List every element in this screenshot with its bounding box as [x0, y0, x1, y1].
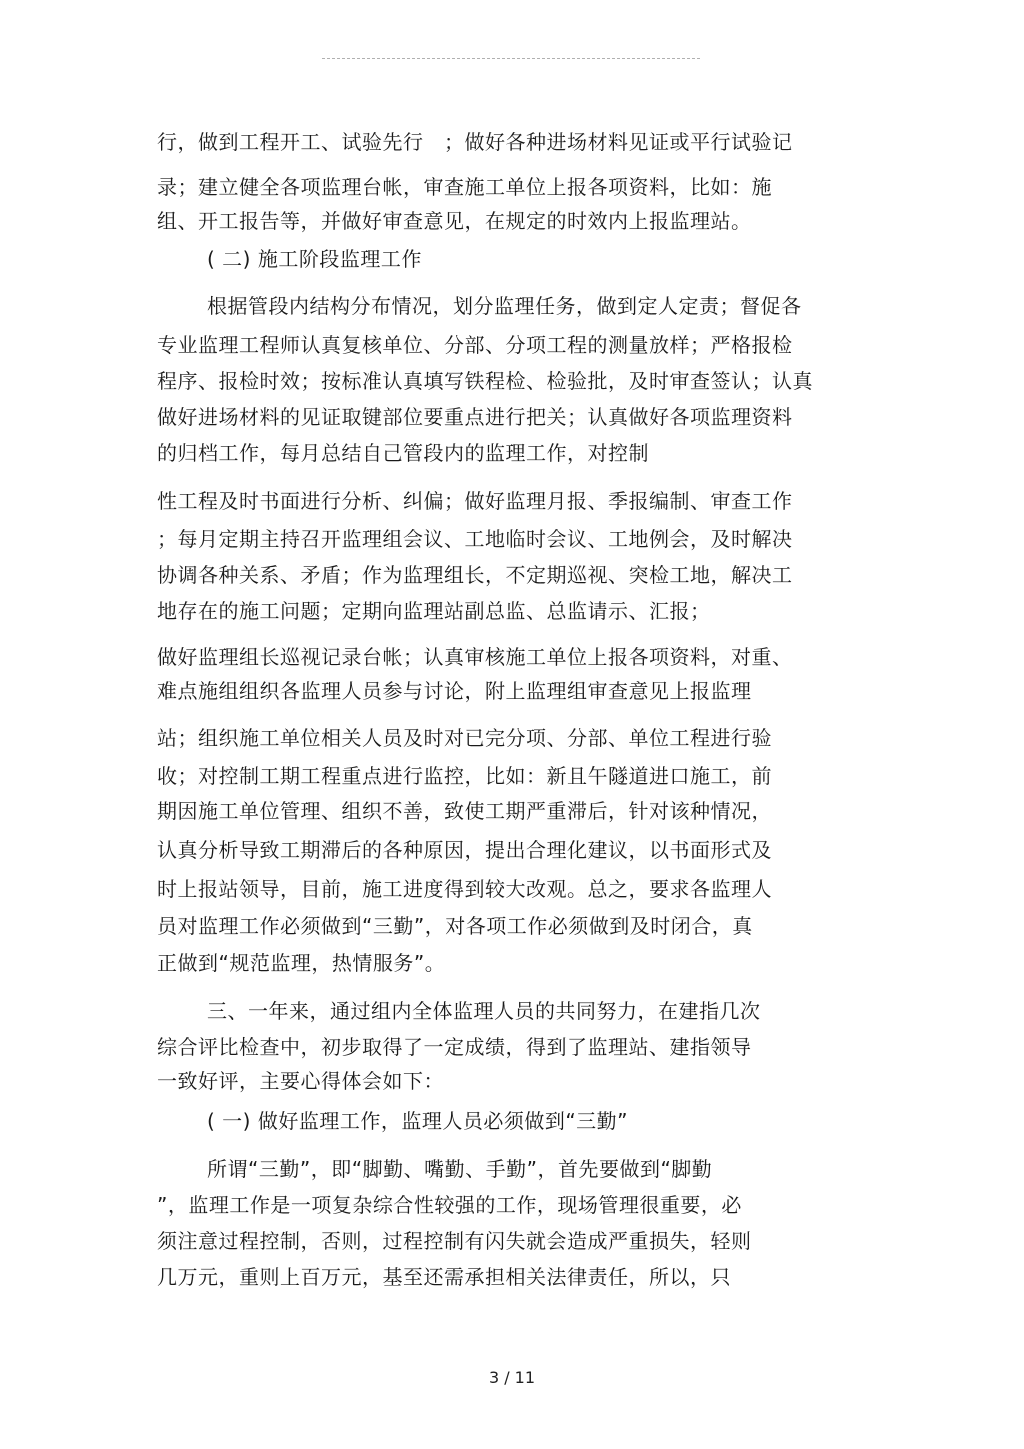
text-line: 收；对控制工期工程重点进行监控，比如：新且午隧道进口施工，前	[157, 764, 772, 788]
text-line: 三、一年来，通过组内全体监理人员的共同努力，在建指几次	[207, 999, 761, 1023]
text-line: ；每月定期主持召开监理组会议、工地临时会议、工地例会，及时解决	[157, 527, 793, 551]
text-line: 地存在的施工问题；定期向监理站副总监、总监请示、汇报；	[157, 599, 711, 623]
text-line: ”，监理工作是一项复杂综合性较强的工作，现场管理很重要，必	[157, 1193, 742, 1217]
text-line: 员对监理工作必须做到“三勤”，对各项工作必须做到及时闭合，真	[157, 914, 753, 938]
text-line: 协调各种关系、矛盾；作为监理组长，不定期巡视、突检工地，解决工	[157, 563, 793, 587]
text-line: 录；建立健全各项监理台帐，审查施工单位上报各项资料，比如：施	[157, 175, 772, 199]
text-line: 几万元，重则上百万元，基至还需承担相关法律责任，所以，只	[157, 1265, 731, 1289]
text-line: 专业监理工程师认真复核单位、分部、分项工程的测量放样；严格报检	[157, 333, 793, 357]
text-line: 正做到“规范监理，热情服务”。	[157, 951, 446, 975]
header-rule	[322, 58, 700, 59]
text-line: 认真分析导致工期滞后的各种原因，提出合理化建议，以书面形式及	[157, 838, 772, 862]
text-line: 期因施工单位管理、组织不善，致使工期严重滞后，针对该种情况，	[157, 799, 772, 823]
text-line: 做好进场材料的见证取键部位要重点进行把关；认真做好各项监理资料	[157, 405, 793, 429]
text-line: 组、开工报告等，并做好审查意见，在规定的时效内上报监理站。	[157, 209, 752, 233]
text-line: 难点施组组织各监理人员参与讨论，附上监理组审查意见上报监理	[157, 679, 752, 703]
text-line: 根据管段内结构分布情况，划分监理任务，做到定人定责；督促各	[207, 294, 802, 318]
text-line: 站；组织施工单位相关人员及时对已完分项、分部、单位工程进行验	[157, 726, 772, 750]
text-line: 须注意过程控制，否则，过程控制有闪失就会造成严重损失，轻则	[157, 1229, 752, 1253]
text-line: 综合评比检查中，初步取得了一定成绩，得到了监理站、建指领导	[157, 1035, 752, 1059]
section-heading: ( 二) 施工阶段监理工作	[207, 247, 422, 271]
text-line: 所谓“三勤”，即“脚勤、嘴勤、手勤”，首先要做到“脚勤	[207, 1157, 713, 1181]
text-line: 性工程及时书面进行分析、纠偏；做好监理月报、季报编制、审查工作	[157, 489, 793, 513]
page-number: 3 / 11	[488, 1368, 536, 1387]
text-line: 一致好评，主要心得体会如下：	[157, 1069, 444, 1093]
text-line: 行，做到工程开工、试验先行 ；做好各种进场材料见证或平行试验记	[157, 130, 793, 154]
section-heading: ( 一) 做好监理工作，监理人员必须做到“三勤”	[207, 1109, 629, 1133]
text-line: 时上报站领导，目前，施工进度得到较大改观。总之，要求各监理人	[157, 877, 772, 901]
text-line: 做好监理组长巡视记录台帐；认真审核施工单位上报各项资料，对重、	[157, 645, 793, 669]
text-line: 的归档工作，每月总结自己管段内的监理工作，对控制	[157, 441, 649, 465]
text-line: 程序、报检时效；按标准认真填写铁程检、检验批，及时审查签认；认真	[157, 369, 813, 393]
